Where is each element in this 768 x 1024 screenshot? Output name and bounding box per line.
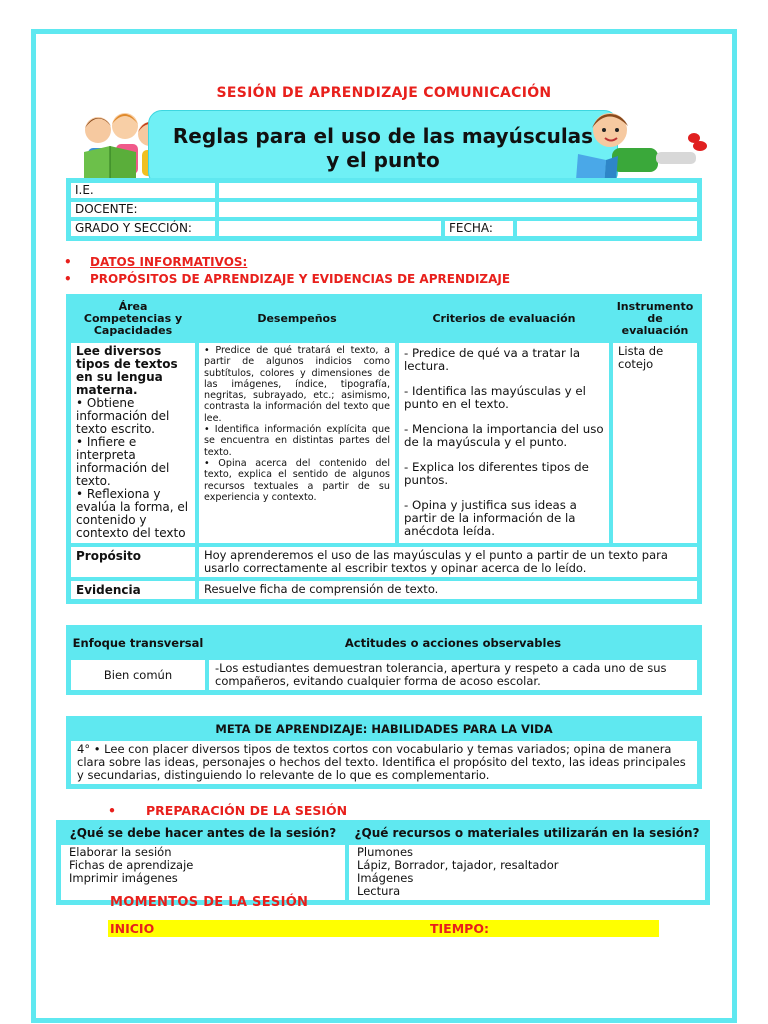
fecha-value[interactable] [515,219,699,238]
lesson-title-line-1: Reglas para el uso de las mayúsculas [172,124,594,148]
datos-informativos-heading: • DATOS INFORMATIVOS: [62,254,510,271]
header-recursos: ¿Qué recursos o materiales utilizarán en la sesión? [347,823,707,843]
propositos-table [66,294,702,604]
evidencia-label: Evidencia [69,579,197,601]
criterio-item: - Identifica las mayúsculas y el punto en el texto. [404,384,586,411]
inicio-bar [108,920,659,937]
criterio-item: - Explica los diferentes tipos de puntos. [404,460,589,487]
proposito-text: Hoy aprenderemos el uso de las mayúsculas y el punto a partir de un texto para usarlo correctamente al escribir textos y opinar acerca de lo leído. [197,545,699,579]
session-title: SESIÓN DE APRENDIZAJE COMUNICACIÓN [216,85,552,101]
proposito-label: Propósito [69,545,197,579]
header-area-line-1: Área [118,300,148,313]
recurso-item: Imágenes [357,871,414,885]
momentos-title: MOMENTOS DE LA SESIÓN [110,895,309,910]
fecha-label: FECHA: [443,219,515,238]
capacidad-item: • Reflexiona y evalúa la forma, el contenido y contexto del texto [76,487,189,540]
competencia-text: Lee diversos tipos de textos en su lengua materna. [76,344,178,397]
antes-cell [59,843,347,902]
capacidad-item: • Obtiene información del texto escrito. [76,396,170,436]
header-instrumento: Instrumento de evaluación [611,297,699,341]
recurso-item: Lectura [357,884,401,898]
header-area-line-2: Competencias y [83,312,183,325]
header-actitudes: Actitudes o acciones observables [207,628,699,658]
capacidad-item: • Infiere e interpreta información del texto. [76,435,170,488]
instrumento-cell: Lista de cotejo [611,341,699,545]
docente-value[interactable] [217,200,699,219]
desempeno-item: • Predice de qué tratará el texto, a partir de algunos indicios como subtítulos, colores y dimensiones de las imágenes, índice, tipografía, negritas, subrayado, etc.; asimismo, contrasta la información del texto que lee. [204,345,390,424]
desempeno-item: • Opina acerca del contenido del texto, explica el sentido de algunos recursos textuales a partir de su experiencia y contexto. [204,457,390,503]
preparacion-heading [108,803,347,818]
lesson-title-banner [148,110,618,186]
recursos-cell [347,843,707,902]
header-antes: ¿Qué se debe hacer antes de la sesión? [59,823,347,843]
competencia-cell [69,341,197,545]
antes-item: Elaborar la sesión [69,845,172,859]
ie-label: I.E. [69,181,217,200]
grado-label: GRADO Y SECCIÓN: [69,219,217,238]
info-table [66,178,702,241]
meta-header: META DE APRENDIZAJE: HABILIDADES PARA LA VIDA [69,719,699,739]
header-criterios: Criterios de evaluación [397,297,611,341]
antes-item: Imprimir imágenes [69,871,178,885]
inicio-label: INICIO [110,921,155,936]
section-bullets [62,254,510,288]
header-enfoque: Enfoque transversal [69,628,207,658]
recurso-item: Plumones [357,845,414,859]
header-desempenos: Desempeños [197,297,397,341]
preparacion-title: PREPARACIÓN DE LA SESIÓN [146,803,348,818]
criterio-item: - Predice de qué va a tratar la lectura. [404,346,581,373]
meta-text: 4° • Lee con placer diversos tipos de textos cortos con vocabulario y temas variados; opina de manera clara sobre las ideas, personajes o hechos del texto. Identifica el propósito del texto, las ideas principales y secundarias, distinguiendo lo relevante de lo que es complementario. [69,739,699,786]
recurso-item: Lápiz, Borrador, tajador, resaltador [357,858,559,872]
criterio-item: - Menciona la importancia del uso de la mayúscula y el punto. [404,422,604,449]
antes-item: Fichas de aprendizaje [69,858,194,872]
criterios-cell [397,341,611,545]
docente-label: DOCENTE: [69,200,217,219]
grado-value[interactable] [217,219,443,238]
desempenos-cell [197,341,397,545]
tiempo-label: TIEMPO: [430,921,489,936]
boy-reading-illustration [572,108,708,188]
lesson-title-line-2: y el punto [326,148,440,172]
enfoque-name: Bien común [69,658,207,692]
ie-value[interactable] [217,181,699,200]
desempeno-item: • Identifica información explícita que se encuentra en distintas partes del texto. [204,424,390,458]
propositos-heading: • PROPÓSITOS DE APRENDIZAJE Y EVIDENCIAS DE APRENDIZAJE [62,271,510,288]
evidencia-text: Resuelve ficha de comprensión de texto. [197,579,699,601]
preparacion-table [56,820,710,905]
header-area-line-3: Capacidades [93,324,173,337]
enfoque-actitud: -Los estudiantes demuestran tolerancia, apertura y respeto a cada uno de sus compañeros, evitando cualquier forma de acoso escolar. [207,658,699,692]
criterio-item: - Opina y justifica sus ideas a partir de la información de la anécdota leída. [404,498,577,538]
header-area [69,297,197,341]
meta-table [66,716,702,789]
enfoque-table [66,625,702,695]
preparacion-bullet: • [108,803,116,818]
